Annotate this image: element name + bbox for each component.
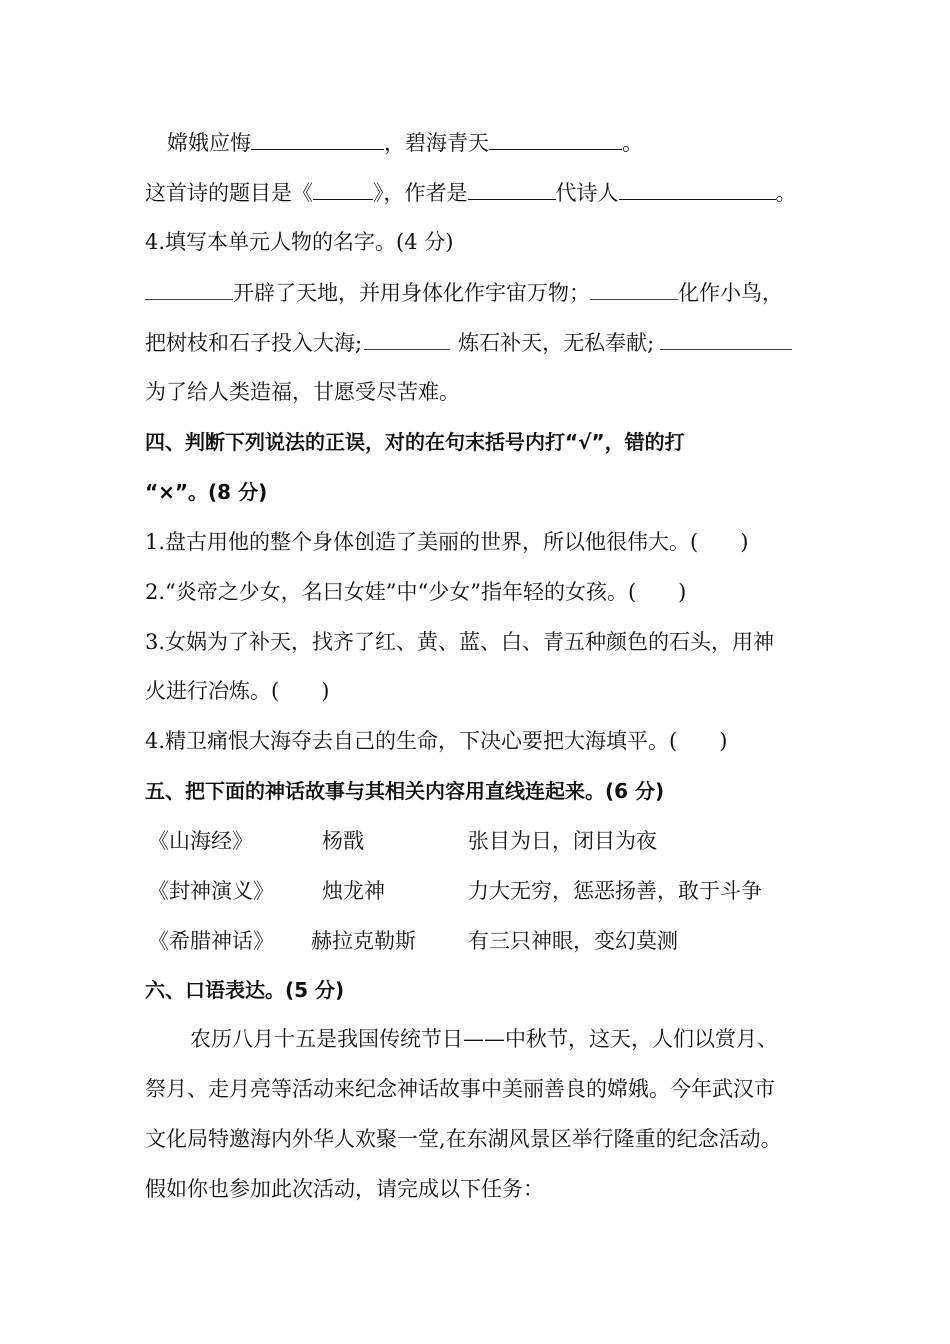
book-item[interactable]: 《封神演义》 [148,879,274,903]
paragraph-line: 农历八月十五是我国传统节日——中秋节，这天，人们以赏月、 [190,1027,778,1051]
trait-item[interactable]: 张目为日，闭目为夜 [468,829,657,853]
poet-blank[interactable] [619,177,776,200]
dynasty-blank[interactable] [468,177,556,200]
dynasty-label: 代诗人 [555,181,619,205]
judge-item-continued: 火进行冶炼。( ) [145,679,330,703]
poem-line [167,127,867,158]
poem-line-end: 。 [622,131,643,155]
poem-title-line [145,177,845,208]
poem-title-mid: 》，作者是 [373,181,468,205]
poem-line-a: 嫦娥应悔 [167,131,251,155]
figure-item[interactable]: 烛龙神 [322,879,385,903]
paragraph-line: 假如你也参加此次活动，请完成以下任务： [145,1177,544,1201]
poem-line-sep: ，碧海青天 [384,131,489,155]
figure-item[interactable]: 杨戬 [322,829,364,853]
section6-heading: 六、口语表达。(5 分) [145,978,345,1002]
poem-blank-1[interactable] [251,127,384,150]
book-item[interactable]: 《山海经》 [148,829,253,853]
section4-heading-line2: “×”。(8 分) [145,480,268,504]
book-item[interactable]: 《希腊神话》 [148,929,274,953]
q4-row1-b: 化作小鸟， [678,281,783,305]
section5-heading: 五、把下面的神话故事与其相关内容用直线连起来。(6 分) [145,779,665,803]
q4-row2-a: 把树枝和石子投入大海; [145,331,363,355]
poem-title-blank[interactable] [313,177,373,200]
paragraph-line: 祭月、走月亮等活动来纪念神话故事中美丽善良的嫦娥。今年武汉市 [145,1077,775,1101]
q4-blank-pangu[interactable] [145,277,233,300]
figure-item[interactable]: 赫拉克勒斯 [311,929,416,953]
q4-blank-shennong[interactable] [660,327,792,350]
q4-row1 [145,277,845,308]
q4-blank-nuwa[interactable] [364,327,450,350]
trait-item[interactable]: 力大无穷，惩恶扬善，敢于斗争 [468,879,762,903]
judge-item: 1.盘古用他的整个身体创造了美丽的世界，所以他很伟大。( ) [145,530,749,554]
poem-blank-2[interactable] [489,127,622,150]
q4-row1-a: 开辟了天地，并用身体化作宇宙万物； [233,281,590,305]
section4-heading-line1: 四、判断下列说法的正误，对的在句末括号内打“√”，错的打 [145,430,685,454]
q4-row2-b: 炼石补天，无私奉献; [458,331,655,355]
poem-title-prefix: 这首诗的题目是《 [145,181,313,205]
q4-row2 [145,327,845,358]
q4-row3: 为了给人类造福，甘愿受尽苦难。 [145,380,460,404]
judge-item: 2.“炎帝之少女，名曰女娃”中“少女”指年轻的女孩。( ) [145,580,687,604]
trait-item[interactable]: 有三只神眼，变幻莫测 [468,929,678,953]
poem-title-end: 。 [775,181,797,205]
q4-blank-jingwei[interactable] [590,277,678,300]
judge-item: 4.精卫痛恨大海夺去自己的生命，下决心要把大海填平。( ) [145,729,728,753]
judge-item: 3.女娲为了补天，找齐了红、黄、蓝、白、青五种颜色的石头，用神 [145,630,775,654]
q4-heading: 4.填写本单元人物的名字。(4 分) [145,230,454,254]
paragraph-line: 文化局特邀海内外华人欢聚一堂,在东湖风景区举行隆重的纪念活动。 [145,1127,782,1151]
